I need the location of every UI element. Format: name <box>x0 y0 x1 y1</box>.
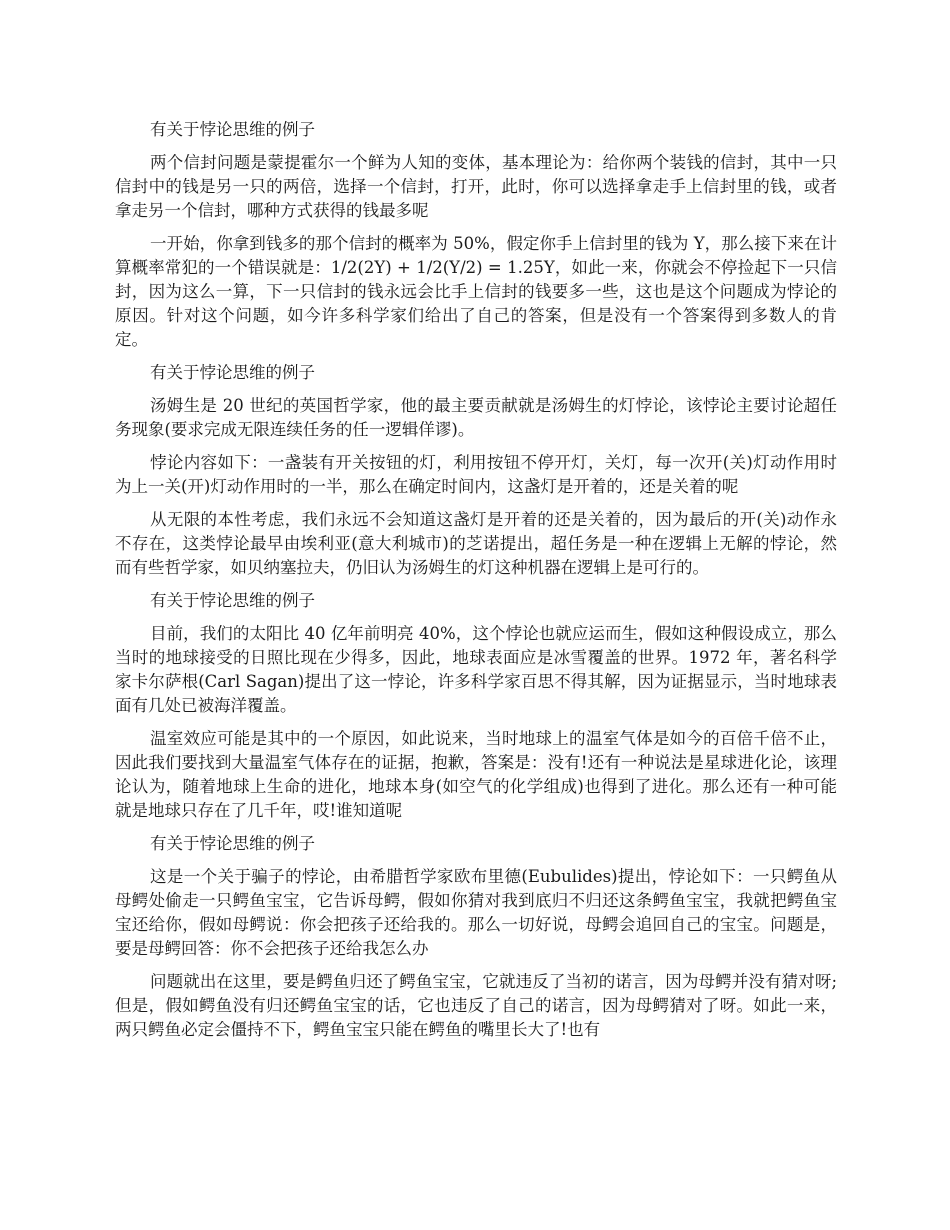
section-heading: 有关于悖论思维的例子 <box>150 363 315 382</box>
paragraph: 汤姆生是 20 世纪的英国哲学家，他的最主要贡献就是汤姆生的灯悖论，该悖论主要讨论超任务现象(要求完成无限连续任务的任一逻辑佯谬)。 <box>115 396 837 439</box>
paragraph: 两个信封问题是蒙提霍尔一个鲜为人知的变体，基本理论为：给你两个装钱的信封，其中一只信封中的钱是另一只的两倍，选择一个信封，打开，此时，你可以选择拿走手上信封里的钱，或者拿走另一个信封，哪种方式获得的钱最多呢 <box>115 153 837 220</box>
paragraph: 悖论内容如下：一盏装有开关按钮的灯，利用按钮不停开灯，关灯，每一次开(关)灯动作用时为上一关(开)灯动作用时的一半，那么在确定时间内，这盏灯是开着的，还是关着的呢 <box>115 453 837 496</box>
paragraph: 这是一个关于骗子的悖论，由希腊哲学家欧布里德(Eubulides)提出，悖论如下：一只鳄鱼从母鳄处偷走一只鳄鱼宝宝，它告诉母鳄，假如你猜对我到底归不归还这条鳄鱼宝宝，我就把鳄鱼宝宝还给你，假如母鳄说：你会把孩子还给我的。那么一切好说，母鳄会追回自己的宝宝。问题是，要是母鳄回答：你不会把孩子还给我怎么办 <box>115 867 837 958</box>
paragraph: 从无限的本性考虑，我们永远不会知道这盏灯是开着的还是关着的，因为最后的开(关)动作永不存在，这类悖论最早由埃利亚(意大利城市)的芝诺提出，超任务是一种在逻辑上无解的悖论，然而有些哲学家，如贝纳塞拉夫，仍旧认为汤姆生的灯这种机器在逻辑上是可行的。 <box>115 510 837 577</box>
paragraph: 目前，我们的太阳比 40 亿年前明亮 40%，这个悖论也就应运而生，假如这种假设成立，那么当时的地球接受的日照比现在少得多，因此，地球表面应是冰雪覆盖的世界。1972 年，著名科学家卡尔萨根(Carl Sagan)提出了这一悖论，许多科学家百思不得其解，因为证据显示，当时地球表面有几处已被海洋覆盖。 <box>115 624 837 715</box>
paragraph: 温室效应可能是其中的一个原因，如此说来，当时地球上的温室气体是如今的百倍千倍不止，因此我们要找到大量温室气体存在的证据，抱歉，答案是：没有!还有一种说法是星球进化论，该理论认为，随着地球上生命的进化，地球本身(如空气的化学组成)也得到了进化。那么还有一种可能就是地球只存在了几千年，哎!谁知道呢 <box>115 729 837 820</box>
section-heading: 有关于悖论思维的例子 <box>150 591 315 610</box>
section-heading: 有关于悖论思维的例子 <box>150 120 315 139</box>
paragraph: 问题就出在这里，要是鳄鱼归还了鳄鱼宝宝，它就违反了当初的诺言，因为母鳄并没有猜对呀;但是，假如鳄鱼没有归还鳄鱼宝宝的话，它也违反了自己的诺言，因为母鳄猜对了呀。如此一来，两只鳄鱼必定会僵持不下，鳄鱼宝宝只能在鳄鱼的嘴里长大了!也有 <box>115 972 837 1039</box>
document-body <box>115 118 837 1051</box>
paragraph: 一开始，你拿到钱多的那个信封的概率为 50%，假定你手上信封里的钱为 Y，那么接下来在计算概率常犯的一个错误就是：1/2(2Y) + 1/2(Y/2) = 1.25Y，如此一来，你就会不停捡起下一只信封，因为这么一算，下一只信封的钱永远会比手上信封的钱要多一些，这也是这个问题成为悖论的原因。针对这个问题，如今许多科学家们给出了自己的答案，但是没有一个答案得到多数人的肯定。 <box>115 234 837 349</box>
section-heading: 有关于悖论思维的例子 <box>150 834 315 853</box>
